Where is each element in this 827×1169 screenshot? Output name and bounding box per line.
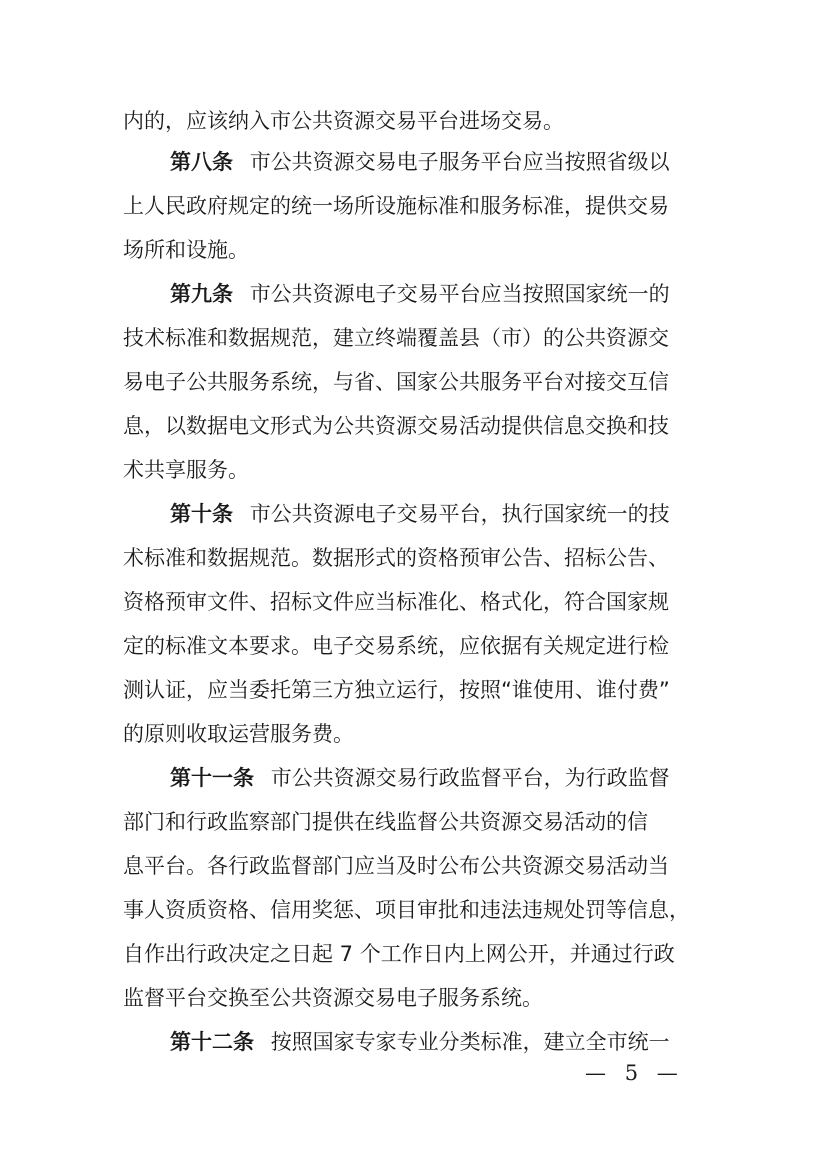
article-10-label: 第十条	[170, 502, 233, 526]
text-line	[0, 230, 723, 270]
line-text: 事人资质资格、信用奖惩、项目审批和违法违规处罚等信息，	[123, 898, 690, 922]
page-number-left-dash: —	[585, 1061, 606, 1085]
line-text: 息平台。各行政监督部门应当及时公布公共资源交易活动当	[123, 854, 669, 878]
text-line	[0, 186, 723, 226]
text-line	[0, 934, 723, 974]
text-line	[0, 450, 723, 490]
article-11-line	[0, 758, 690, 798]
line-text: 术共享服务。	[123, 458, 249, 482]
article-11-label: 第十一条	[170, 766, 254, 790]
line-text: 自作出行政决定之日起 7 个工作日内上网公开，并通过行政	[123, 942, 675, 966]
article-10-line	[0, 494, 690, 534]
line-text: 定的标准文本要求。电子交易系统，应依据有关规定进行检	[123, 634, 669, 658]
line-text: 的原则收取运营服务费。	[123, 722, 354, 746]
text-line	[0, 670, 723, 710]
line-text: 测认证，应当委托第三方独立运行，按照“谁使用、谁付费”	[123, 678, 670, 702]
line-text: 内的，应该纳入市公共资源交易平台进场交易。	[123, 109, 564, 133]
page-number-value: 5	[624, 1061, 639, 1085]
article-12-label: 第十二条	[170, 1030, 254, 1054]
text-line	[0, 714, 723, 754]
text-line	[0, 626, 723, 666]
article-8-line	[0, 142, 690, 182]
line-text: 资格预审文件、招标文件应当标准化、格式化，符合国家规	[123, 590, 669, 614]
line-text: 上人民政府规定的统一场所设施标准和服务标准，提供交易	[123, 194, 669, 218]
line-text: 市公共资源交易行政监督平台，为行政监督	[270, 766, 670, 790]
text-line	[0, 846, 723, 886]
article-9-label: 第九条	[170, 282, 233, 306]
text-line	[0, 362, 723, 402]
line-text: 市公共资源交易电子服务平台应当按照省级以	[249, 150, 670, 174]
article-12-line	[0, 1022, 690, 1062]
page-number-right-dash: —	[656, 1061, 678, 1085]
line-text: 按照国家专家专业分类标准，建立全市统一	[270, 1030, 670, 1054]
text-line	[0, 406, 723, 446]
line-text: 市公共资源电子交易平台应当按照国家统一的	[249, 282, 670, 306]
line-text: 术标准和数据规范。数据形式的资格预审公告、招标公告、	[123, 546, 669, 570]
text-line	[0, 890, 723, 930]
line-text: 易电子公共服务系统，与省、国家公共服务平台对接交互信	[123, 370, 669, 394]
article-9-line	[0, 274, 690, 314]
text-line	[0, 978, 723, 1018]
text-line	[0, 318, 723, 358]
line-text: 技术标准和数据规范，建立终端覆盖县（市）的公共资源交	[123, 326, 669, 350]
article-8-label: 第八条	[170, 150, 233, 174]
line-text: 场所和设施。	[123, 238, 249, 262]
text-line	[0, 538, 723, 578]
text-line	[0, 101, 723, 141]
line-text: 监督平台交换至公共资源交易电子服务系统。	[123, 986, 543, 1010]
line-text: 息，以数据电文形式为公共资源交易活动提供信息交换和技	[123, 414, 669, 438]
text-line	[0, 582, 723, 622]
page-number	[585, 1057, 678, 1089]
text-line	[0, 802, 723, 842]
line-text: 市公共资源电子交易平台，执行国家统一的技	[249, 502, 670, 526]
line-text: 部门和行政监察部门提供在线监督公共资源交易活动的信	[123, 810, 648, 834]
